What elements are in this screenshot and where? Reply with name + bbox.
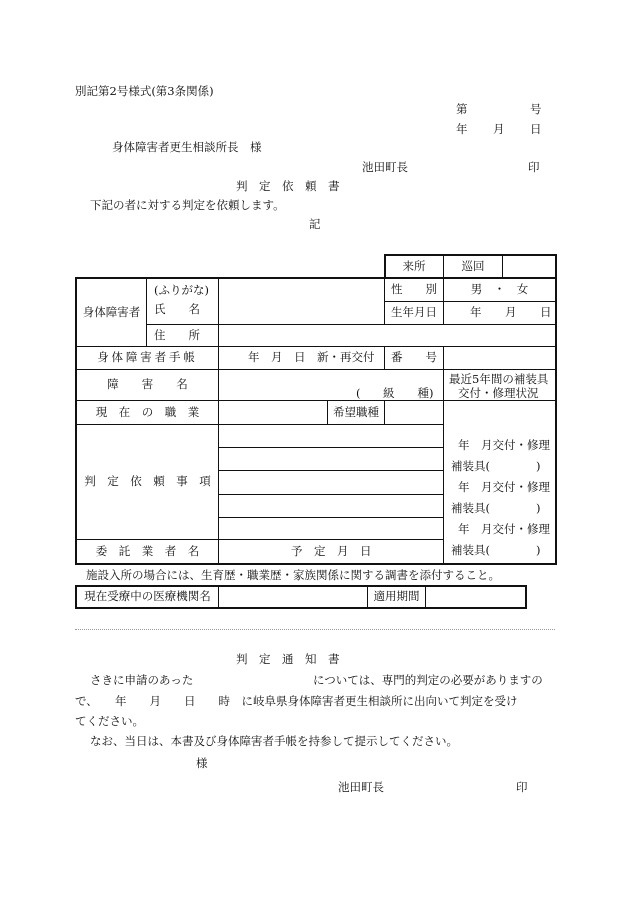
genzai-shokugyo-label: 現 在 の 職 業: [95, 404, 200, 419]
attachment-note: 施設入所の場合には、生育歴・職業歴・家族関係に関する調書を添付すること。: [86, 568, 500, 582]
number-go: 号: [530, 102, 542, 116]
kyu-open: (: [356, 386, 361, 400]
notice-line4: なお、当日は、本書及び身体障害者手帳を持参して提示してください。: [90, 734, 458, 748]
request-text: 下記の者に対する判定を依頼します。: [90, 198, 285, 212]
cut-line: [75, 629, 555, 630]
furigana-label: (ふりがな): [154, 283, 209, 297]
notice-line1a: さきに申請のあった: [90, 673, 194, 687]
recent-hosogu-label-1: 最近5年間の補装具: [449, 372, 549, 386]
hantei-line-3[interactable]: [219, 471, 443, 494]
raisho-checkbox[interactable]: 来所: [402, 259, 426, 274]
notice-line3: てください。: [75, 714, 144, 728]
yotei-label: 予 定 月 日: [291, 544, 372, 558]
shimei-label: 氏 名: [154, 302, 200, 316]
kofu-1: 年 月交付・修理: [458, 438, 550, 452]
birth-month: 月: [505, 305, 517, 319]
notice-sama: 様: [196, 756, 208, 770]
notice-line1b: については、専門的判定の必要がありますの: [313, 673, 543, 687]
notice-title: 判 定 通 知 書: [236, 652, 340, 666]
form-id: 別記第2号様式(第3条関係): [75, 84, 214, 98]
recent-hosogu-label-2: 交付・修理状況: [458, 386, 539, 400]
hantei-line-4[interactable]: [219, 495, 443, 517]
shintai-shogaisha-label: 身体障害者: [82, 304, 141, 319]
birth-day: 日: [540, 305, 552, 319]
tekiyo-field[interactable]: [426, 587, 525, 607]
notice-line2: で、 年 月 日 時 に岐阜県身体障害者更生相談所に出向いて判定を受け: [75, 694, 518, 708]
notice-seal: 印: [516, 780, 528, 794]
hantei-line-2[interactable]: [219, 448, 443, 470]
shogaimei-label: 障 害 名: [107, 377, 188, 392]
techo-label: 身体障害者手帳: [97, 350, 198, 365]
techo-number-field[interactable]: [444, 347, 555, 369]
document-title: 判 定 依 頼 書: [236, 179, 340, 193]
date-year: 年: [456, 122, 468, 136]
hosogu-3: 補装具( ): [451, 543, 541, 557]
medical-label: 現在受療中の医療機関名: [84, 589, 211, 604]
jusho-label: 住 所: [154, 328, 200, 342]
kibo-shokushu-label: 希望職種: [333, 404, 379, 419]
hosogu-2: 補装具( ): [451, 501, 541, 515]
name-field[interactable]: [219, 279, 383, 324]
address-field[interactable]: [219, 325, 555, 346]
ki-label: 記: [309, 217, 321, 231]
seinengappi-label: 生年月日: [391, 305, 437, 320]
kyu-shu: 級 種): [383, 386, 434, 400]
kofu-2: 年 月交付・修理: [458, 480, 550, 494]
hantei-line-1[interactable]: [219, 425, 443, 447]
number-dai: 第: [456, 102, 468, 116]
bango-label: 番 号: [391, 350, 437, 365]
date-month: 月: [493, 122, 505, 136]
tekiyo-label: 適用期間: [373, 589, 420, 604]
gender-select[interactable]: 男 ・ 女: [470, 282, 529, 297]
medical-field[interactable]: [219, 587, 367, 607]
junkai-checkbox[interactable]: 巡回: [461, 259, 485, 274]
hantei-jiko-label: 判 定 依 頼 事 項: [84, 474, 211, 489]
desired-job-field[interactable]: [385, 401, 443, 424]
birth-year: 年: [470, 305, 482, 319]
techo-date: 年 月 日 新・再交付: [248, 350, 375, 364]
addressee: 身体障害者更生相談所長 様: [112, 140, 262, 154]
notice-sender: 池田町長: [338, 780, 384, 794]
hosogu-1: 補装具( ): [451, 459, 541, 473]
seibetsu-label: 性 別: [391, 282, 437, 297]
kofu-3: 年 月交付・修理: [458, 522, 550, 536]
date-day: 日: [530, 122, 542, 136]
seal: 印: [528, 160, 540, 174]
sender: 池田町長: [362, 160, 408, 174]
itaku-label: 委 託 業 者 名: [95, 543, 200, 558]
occupation-field[interactable]: [219, 401, 326, 424]
